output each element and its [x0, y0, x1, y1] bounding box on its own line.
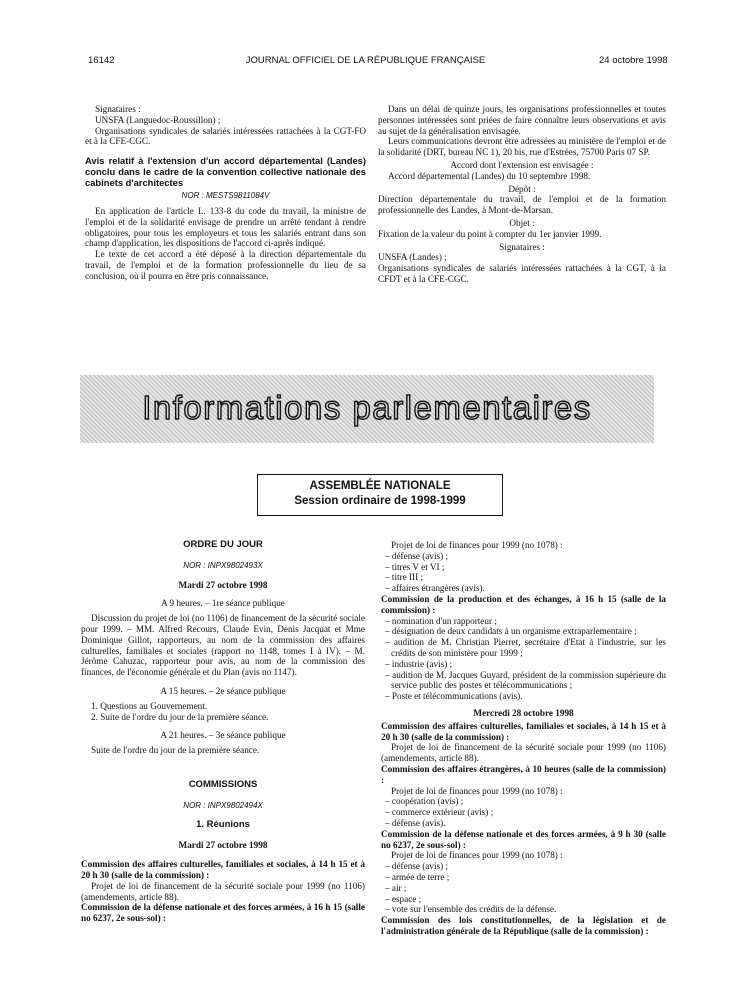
signataire-orgs-right: Organisations syndicales de salariés intéressées rattachées à la CGT, à la CFDT et à la CFE-CGC. — [378, 263, 666, 284]
com4-title: Commission des affaires culturelles, familiales et sociales, à 14 h 15 et à 20 h 30 (salle de la commission) : — [381, 720, 666, 742]
seance1-text: Discussion du projet de loi (no 1106) de financement de la sécurité sociale pour 1999. – MM. Alfred Recours, Claude Evin, Denis Jacquat et Mme Dominique Gillot, rapporteurs, au nom de la commission des affaires culturelles, familiales et sociales (rapport no 1148, tomes I à IV). – M. Jérôme Cahuzac, rapporteur pour avis, au nom de la commission des finances, de l'économie générale et du Plan (avis no 1147). — [81, 613, 365, 678]
ordre-title: ORDRE DU JOUR — [183, 539, 263, 550]
signataire-orgs: Organisations syndicales de salariés intéressées rattachées à la CGT-FO et à la CFE-CGC. — [85, 125, 366, 147]
avis-title: Avis relatif à l'extension d'un accord départemental (Landes) conclu dans le cadre de la convention collective nationale des cabinets d'architectes — [85, 155, 366, 189]
seance2-heading: A 15 heures. – 2e séance publique — [160, 685, 286, 696]
signataire-unsfa: UNSFA (Languedoc-Roussillon) ; — [95, 114, 221, 125]
com3-item: – audition de M. Christian Pierret, secrétaire d'Etat à l'industrie, sur les crédits de son ministère pour 1999 ; — [385, 637, 667, 658]
date-mardi-1: Mardi 27 octobre 1998 — [178, 579, 268, 590]
projet2-item: – défense (avis). — [385, 817, 446, 828]
com3-title: Commission de la production et des échanges, à 16 h 15 (salle de la commission) : — [381, 593, 666, 615]
date-mercredi: Mercredi 28 octobre 1998 — [473, 707, 574, 718]
projet1-item: – titre III ; — [385, 572, 424, 583]
signataire-unsfa-right: UNSFA (Landes) ; — [378, 252, 447, 263]
banner-title: Informations parlementaires — [142, 389, 592, 426]
projet3-item: – air ; — [385, 882, 407, 893]
session-title: Session ordinaire de 1998-1999 — [294, 495, 466, 507]
projet3-item: – espace ; — [385, 893, 422, 904]
projet1: Projet de loi de finances pour 1999 (no 1078) : — [391, 540, 563, 550]
date-mardi-2: Mardi 27 octobre 1998 — [178, 840, 268, 851]
com3-item: – audition de M. Jacques Guyard, président de la commission supérieure du service public des postes et télécommunications ; — [385, 669, 667, 691]
avis-para2: Le texte de cet accord a été déposé à la direction départementale du travail, de l'emploi et de la formation professionnelle du lieu de sa conclusion, où il pourra en être pris connaissance. — [85, 249, 366, 281]
seance2-item1: 1. Questions au Gouvernement. — [91, 700, 208, 711]
bottom-right-column — [381, 540, 666, 937]
top-left-column — [85, 104, 366, 282]
projet1-item: – défense (avis) ; — [385, 550, 449, 561]
assembly-box — [257, 474, 503, 516]
bottom-left-column — [81, 540, 365, 924]
com3-item: – industrie (avis) ; — [385, 658, 453, 669]
depot-value: Direction départementale du travail, de l'emploi et de la formation professionnelle des Landes, à Mont-de-Marsan. — [378, 194, 666, 216]
section-banner — [80, 375, 654, 443]
page-number: 16142 — [88, 55, 115, 66]
projet1-item: – affaires étrangères (avis). — [385, 583, 485, 594]
depot-label: Dépôt : — [508, 183, 536, 194]
communications-para: Leurs communications devront être adressées au ministère de l'emploi et de la solidarité (DRT, bureau NC 1), 20 bis, rue d'Estrées, 75700 Paris 07 SP. — [378, 136, 666, 158]
commissions-nor: NOR : INPX9802494X — [183, 800, 263, 810]
seance1-heading: A 9 heures. – 1re séance publique — [161, 598, 285, 609]
seance3-text: Suite de l'ordre du jour de la première séance. — [91, 745, 260, 756]
com4-text: Projet de loi de financement de la sécurité sociale pour 1999 (no 1106) (amendements, article 88). — [381, 742, 666, 764]
com6-title: Commission de la défense nationale et des forces armées, à 9 h 30 (salle no 6237, 2e sous-sol) : — [381, 828, 666, 850]
projet1-item: – titres V et VI ; — [385, 561, 445, 572]
seance3-heading: A 21 heures. – 3e séance publique — [160, 730, 286, 741]
projet3: Projet de loi de finances pour 1999 (no 1078) : — [391, 850, 563, 861]
objet-label: Objet : — [509, 217, 535, 228]
projet3-item: – vote sur l'ensemble des crédits de la défense. — [385, 904, 557, 915]
signataires-label: Signataires : — [95, 104, 141, 114]
reunions-title: 1. Réunions — [196, 818, 250, 830]
accord-label: Accord dont l'extension est envisagée : — [450, 159, 594, 170]
com1-title: Commission des affaires culturelles, familiales et sociales, à 14 h 15 et à 20 h 30 (salle de la commission) : — [81, 859, 365, 880]
com7-title: Commission des lois constitutionnelles, de la législation et de l'administration générale de la République (salle de la commission) : — [381, 915, 666, 936]
avis-nor: NOR : MESTS9811084V — [181, 191, 270, 201]
projet2-item: – commerce extérieur (avis) ; — [385, 807, 494, 818]
projet3-item: – armée de terre ; — [385, 871, 450, 882]
signataires-label-right: Signataires : — [499, 241, 545, 252]
avis-para1: En application de l'article L. 133-8 du code du travail, la ministre de l'emploi et de la solidarité envisage de prendre un arrêté tendant à rendre obligatoires, pour tous les employeurs et tous les salariés entrant dans son champ d'application, les dispositions de l'accord ci-après indiqué. — [85, 205, 366, 249]
assembly-title: ASSEMBLÉE NATIONALE — [309, 480, 451, 492]
ordre-nor: NOR : INPX9802493X — [183, 560, 263, 570]
commissions-title: COMMISSIONS — [188, 778, 258, 790]
com3-item: – nomination d'un rapporteur ; — [385, 615, 497, 626]
top-right-column — [378, 104, 666, 285]
com3-item: – désignation de deux candidats à un organisme extraparlementaire ; — [385, 626, 637, 637]
com3-item: – Poste et télécommunications (avis). — [385, 691, 523, 702]
seance2-item2: 2. Suite de l'ordre du jour de la première séance. — [91, 711, 269, 722]
projet3-item: – défense (avis) ; — [385, 861, 449, 872]
com1-text: Projet de loi de financement de la sécurité sociale pour 1999 (no 1106) (amendements, article 88). — [81, 880, 365, 902]
journal-title: JOURNAL OFFICIEL DE LA RÉPUBLIQUE FRANÇAISE — [245, 55, 486, 66]
delai-para: Dans un délai de quinze jours, les organisations professionnelles et toutes personnes intéressées sont priées de faire connaître leurs observations et avis au sujet de la généralisation envisagée. — [378, 104, 666, 136]
projet2-item: – coopération (avis) ; — [385, 796, 464, 807]
accord-value: Accord départemental (Landes) du 10 septembre 1998. — [388, 170, 591, 181]
page-date: 24 octobre 1998 — [599, 55, 668, 66]
com2-title: Commission de la défense nationale et des forces armées, à 16 h 15 (salle no 6237, 2e sous-sol) : — [81, 902, 365, 924]
objet-value: Fixation de la valeur du point à compter du 1er janvier 1999. — [378, 228, 602, 239]
com5-title: Commission des affaires étrangères, à 10 heures (salle de la commission) : — [381, 763, 666, 785]
projet2: Projet de loi de finances pour 1999 (no 1078) : — [391, 785, 563, 796]
